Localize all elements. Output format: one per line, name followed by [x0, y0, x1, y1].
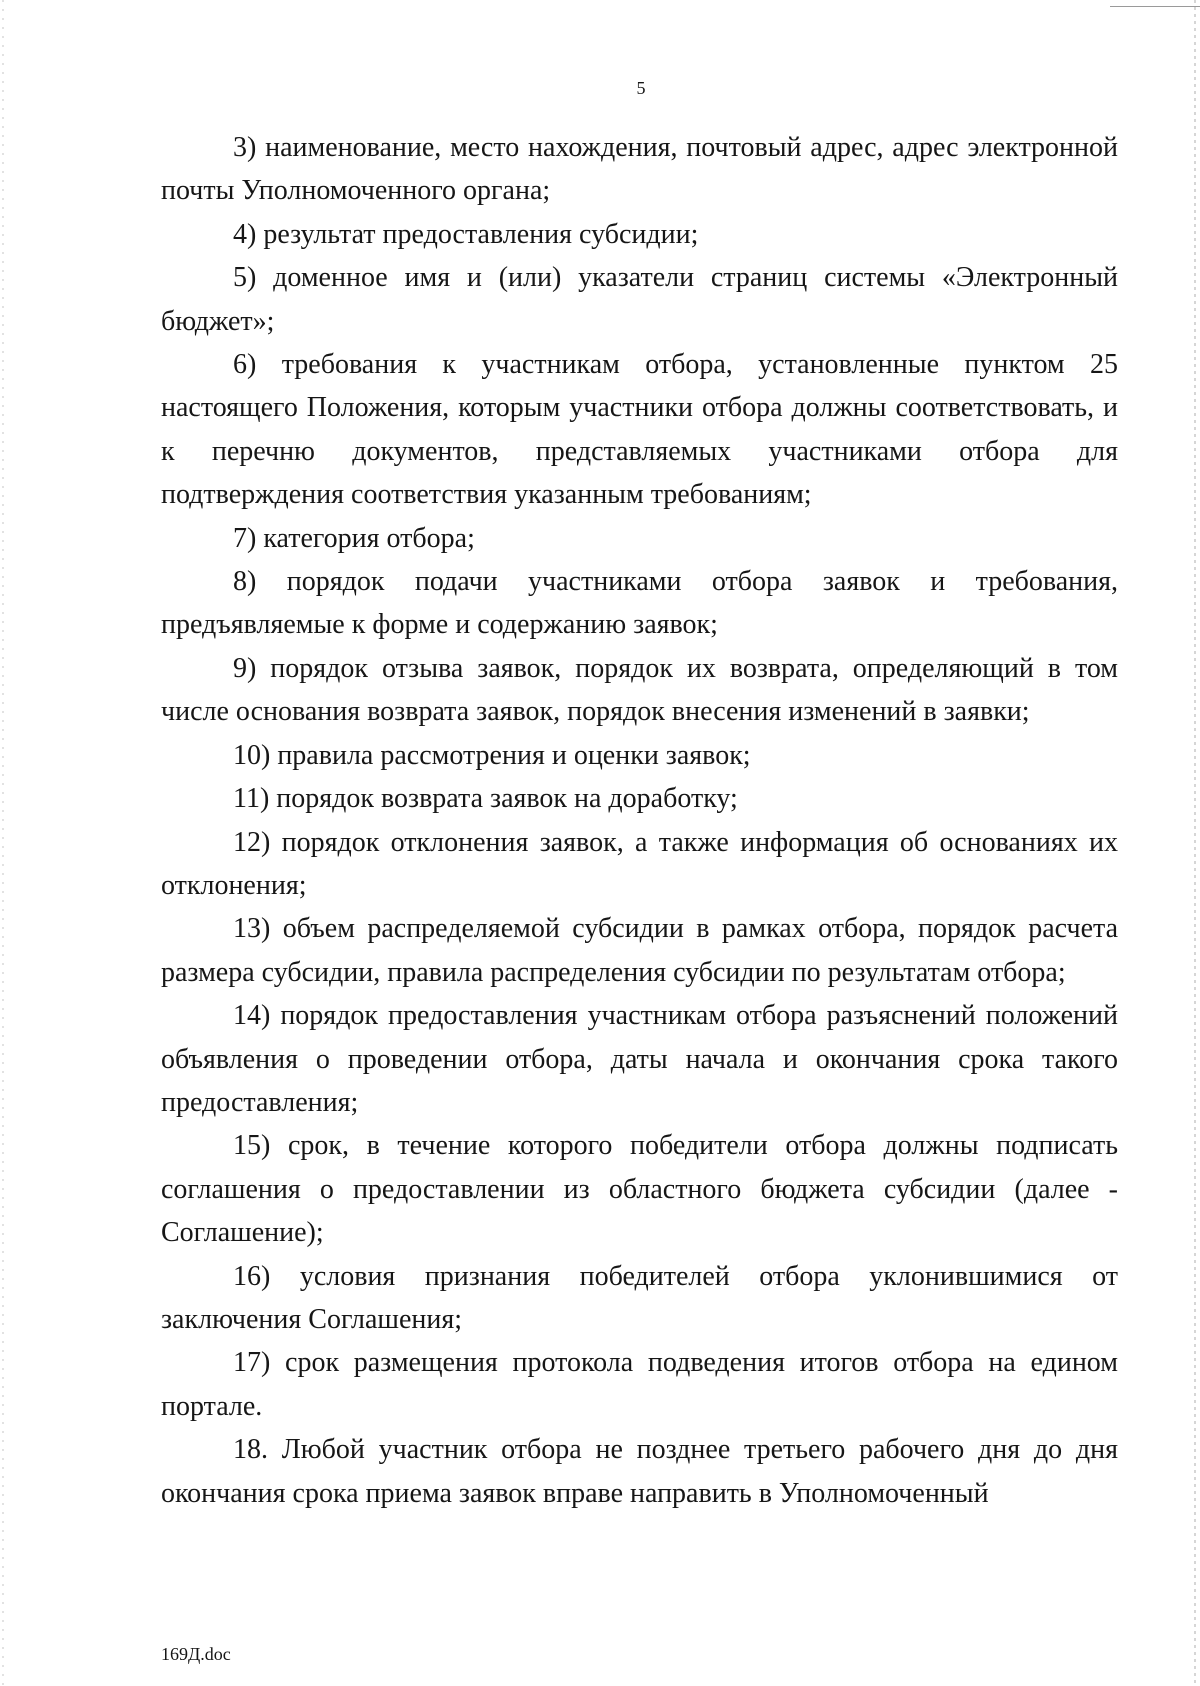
paragraph-item-3: 3) наименование, место нахождения, почтовый адрес, адрес электронной почты Уполномоченного органа; [161, 132, 1118, 207]
paragraph-item-5: 5) доменное имя и (или) указатели страниц системы «Электронный бюджет»; [161, 262, 1118, 337]
paragraph-item-7: 7) категория отбора; [233, 522, 475, 554]
paragraph-item-17: 17) срок размещения протокола подведения итогов отбора на едином портале. [161, 1347, 1118, 1422]
paragraph-item-9: 9) порядок отзыва заявок, порядок их возврата, определяющий в том числе основания возврата заявок, порядок внесения изменений в заявки; [161, 652, 1118, 728]
paragraph-item-11: 11) порядок возврата заявок на доработку; [233, 783, 738, 815]
page-scan-edge-right [1194, 0, 1196, 1686]
footer-file-name: 169Д.doc [161, 1644, 231, 1664]
paragraph-clause-18: 18. Любой участник отбора не позднее третьего рабочего дня до дня окончания срока приема заявок вправе направить в Уполномоченный [161, 1434, 1118, 1509]
paragraph-item-14: 14) порядок предоставления участникам отбора разъяснений положений объявления о проведении отбора, даты начала и окончания срока такого предоставления; [161, 1000, 1118, 1118]
paragraph-item-13: 13) объем распределяемой субсидии в рамках отбора, порядок расчета размера субсидии, правила распределения субсидии по результатам отбора; [161, 913, 1118, 988]
paragraph-item-6: 6) требования к участникам отбора, установленные пунктом 25 настоящего Положения, которым участники отбора должны соответствовать, и к перечню документов, представляемых участниками отбора для подтверждения соответствия указанным требованиям; [161, 349, 1118, 511]
paragraph-item-12: 12) порядок отклонения заявок, а также информация об основаниях их отклонения; [161, 826, 1118, 901]
paragraph-item-10: 10) правила рассмотрения и оценки заявок; [233, 739, 751, 771]
page-scan-edge-left [2, 0, 4, 1686]
paragraph-item-4: 4) результат предоставления субсидии; [233, 218, 699, 250]
paragraph-item-8: 8) порядок подачи участниками отбора заявок и требования, предъявляемые к форме и содержанию заявок; [161, 566, 1118, 641]
page-number: 5 [636, 78, 646, 98]
page-scan-edge-top [1110, 6, 1200, 7]
paragraph-item-16: 16) условия признания победителей отбора уклонившимися от заключения Соглашения; [161, 1260, 1118, 1335]
paragraph-item-15: 15) срок, в течение которого победители отбора должны подписать соглашения о предоставлении из областного бюджета субсидии (далее - Соглашение); [161, 1130, 1118, 1249]
document-body [161, 126, 1118, 1515]
